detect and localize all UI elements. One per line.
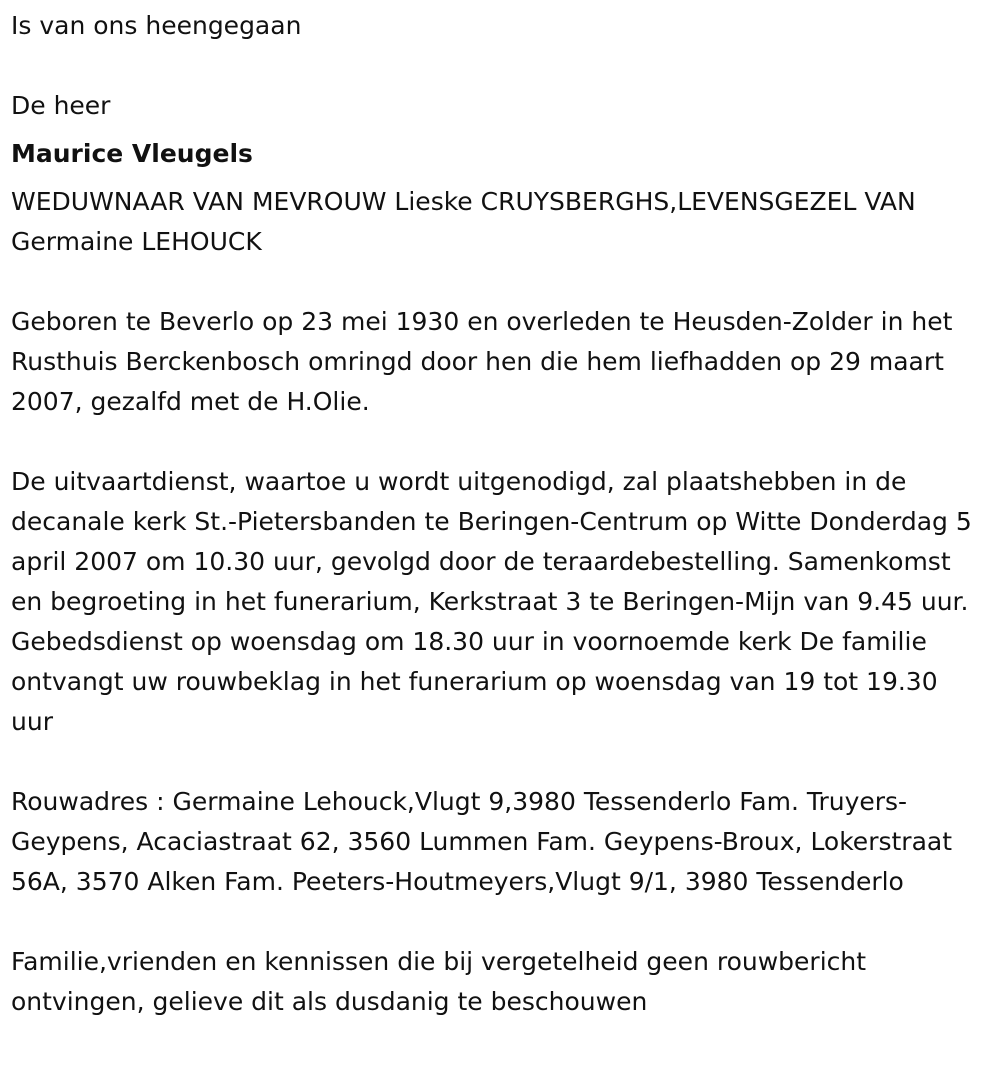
deceased-name: Maurice Vleugels: [11, 139, 253, 168]
obituary-notice: [11, 6, 986, 1022]
funeral-paragraph: De uitvaartdienst, waartoe u wordt uitgenodigd, zal plaatshebben in de decanale kerk St.-Pietersbanden te Beringen-Centrum op Witte Donderdag 5 april 2007 om 10.30 uur, gevolgd door de teraardebestelling. Samenkomst en begroeting in het funerarium, Kerkstraat 3 te Beringen-Mijn van 9.45 uur. Gebedsdienst op woensdag om 18.30 uur in voornoemde kerk De familie ontvangt uw rouwbeklag in het funerarium op woensdag van 19 tot 19.30 uur: [11, 467, 972, 736]
intro-text: Is van ons heengegaan: [11, 11, 302, 40]
birth-death-paragraph: Geboren te Beverlo op 23 mei 1930 en overleden te Heusden-Zolder in het Rusthuis Berckenbosch omringd door hen die hem liefhadden op 29 maart 2007, gezalfd met de H.Olie.: [11, 307, 953, 416]
mourning-address-paragraph: Rouwadres : Germaine Lehouck,Vlugt 9,3980 Tessenderlo Fam. Truyers-Geypens, Acaciastraat 62, 3560 Lummen Fam. Geypens-Broux, Lokerstraat 56A, 3570 Alken Fam. Peeters-Houtmeyers,Vlugt 9/1, 3980 Tessenderlo: [11, 787, 953, 896]
relation-text: WEDUWNAAR VAN MEVROUW Lieske CRUYSBERGHS,LEVENSGEZEL VAN Germaine LEHOUCK: [11, 187, 916, 256]
closing-paragraph: Familie,vrienden en kennissen die bij vergetelheid geen rouwbericht ontvingen, gelieve dit als dusdanig te beschouwen: [11, 947, 867, 1016]
salutation-text: De heer: [11, 91, 111, 120]
